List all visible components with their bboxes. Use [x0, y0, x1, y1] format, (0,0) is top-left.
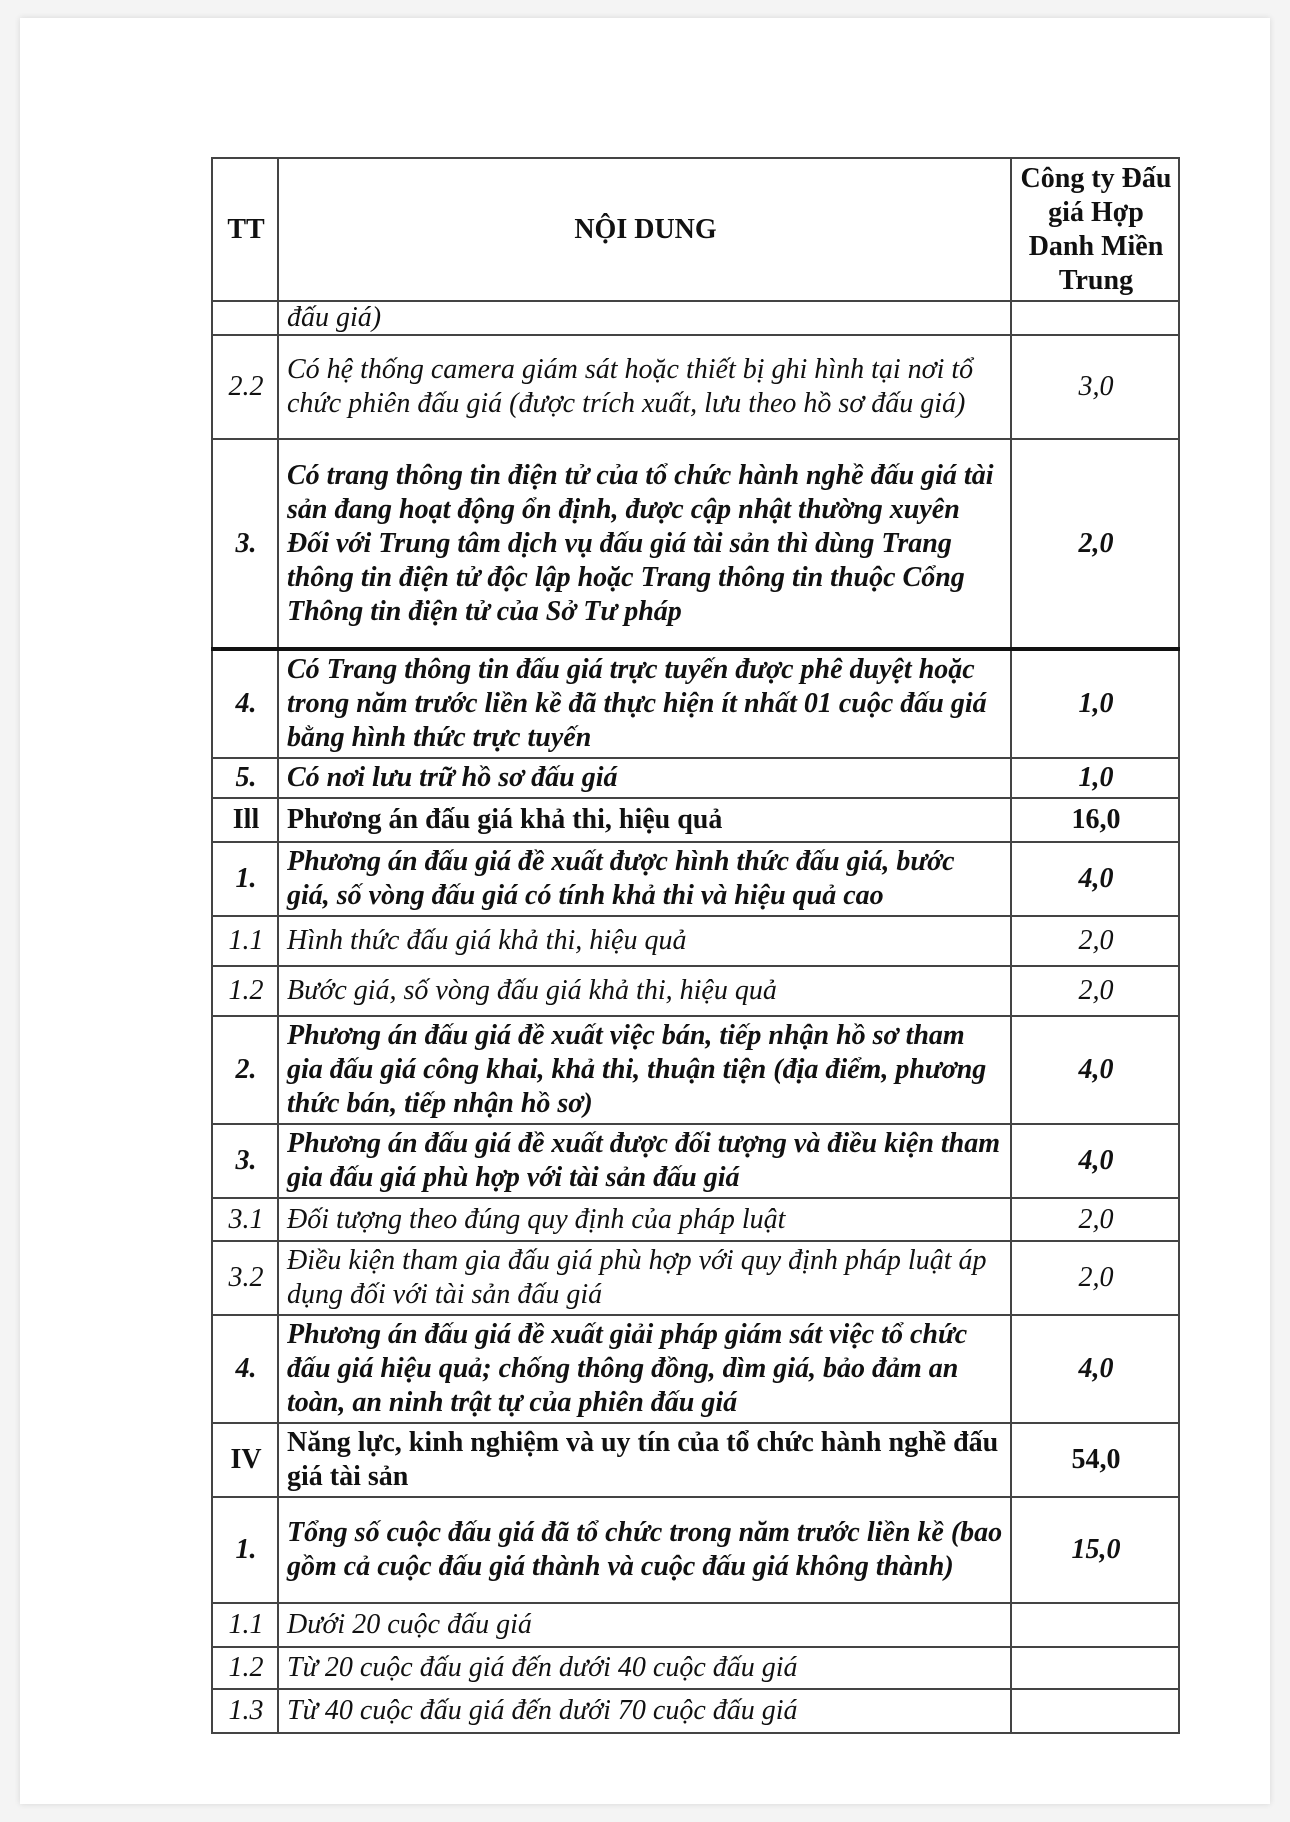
row-tt: 2.: [212, 1016, 278, 1124]
row-content: Điều kiện tham gia đấu giá phù hợp với quy định pháp luật áp dụng đối với tài sản đấu giá: [278, 1241, 1011, 1315]
row-tt: 1.1: [212, 1603, 278, 1647]
table-row: [212, 966, 1179, 1016]
row-tt: 3.: [212, 439, 278, 649]
row-tt: 1.2: [212, 1647, 278, 1689]
row-content: Năng lực, kinh nghiệm và uy tín của tổ chức hành nghề đấu giá tài sản: [278, 1423, 1011, 1497]
row-content: Hình thức đấu giá khả thi, hiệu quả: [278, 916, 1011, 966]
row-score: 16,0: [1011, 798, 1179, 842]
table-row: [212, 1198, 1179, 1241]
row-tt: 1.1: [212, 916, 278, 966]
row-tt: 3.2: [212, 1241, 278, 1315]
document-page: [20, 18, 1270, 1804]
row-tt: 3.1: [212, 1198, 278, 1241]
row-content: Phương án đấu giá khả thi, hiệu quả: [278, 798, 1011, 842]
row-content: Có nơi lưu trữ hồ sơ đấu giá: [278, 758, 1011, 798]
row-tt: 1.3: [212, 1689, 278, 1733]
row-content-main: Có trang thông tin điện tử của tổ chức hành nghề đấu giá tài sản đang hoạt động ổn định, được cập nhật thường xuyên: [287, 459, 994, 525]
row-score: [1011, 1689, 1179, 1733]
row-content: Phương án đấu giá đề xuất giải pháp giám sát việc tổ chức đấu giá hiệu quả; chống thông đồng, dìm giá, bảo đảm an toàn, an ninh trật tự của phiên đấu giá: [278, 1315, 1011, 1423]
table-row: [212, 1603, 1179, 1647]
table-row: [212, 842, 1179, 916]
row-tt: 1.2: [212, 966, 278, 1016]
row-content: Dưới 20 cuộc đấu giá: [278, 1603, 1011, 1647]
row-tt: 4.: [212, 649, 278, 758]
table-row: [212, 335, 1179, 439]
row-score: 1,0: [1011, 649, 1179, 758]
row-tt: 2.2: [212, 335, 278, 439]
row-tt: 4.: [212, 1315, 278, 1423]
table-row: [212, 1016, 1179, 1124]
row-content: Phương án đấu giá đề xuất được đối tượng và điều kiện tham gia đấu giá phù hợp với tài sản đấu giá: [278, 1124, 1011, 1198]
row-content-note: Đối với Trung tâm dịch vụ đấu giá tài sản thì dùng Trang thông tin điện tử độc lập hoặc Trang thông tin thuộc Cổng Thông tin điện tử của Sở Tư pháp: [287, 527, 965, 627]
row-score: 1,0: [1011, 758, 1179, 798]
row-content: Có hệ thống camera giám sát hoặc thiết bị ghi hình tại nơi tổ chức phiên đấu giá (được trích xuất, lưu theo hồ sơ đấu giá): [278, 335, 1011, 439]
row-tt: [212, 301, 278, 335]
row-score: 4,0: [1011, 1315, 1179, 1423]
table-row: [212, 1124, 1179, 1198]
row-content: Phương án đấu giá đề xuất được hình thức đấu giá, bước giá, số vòng đấu giá có tính khả thi và hiệu quả cao: [278, 842, 1011, 916]
table-row: [212, 1689, 1179, 1733]
row-score: 3,0: [1011, 335, 1179, 439]
row-content: Tổng số cuộc đấu giá đã tổ chức trong năm trước liền kề (bao gồm cả cuộc đấu giá thành và cuộc đấu giá không thành): [278, 1497, 1011, 1603]
row-tt: 3.: [212, 1124, 278, 1198]
row-content: Từ 20 cuộc đấu giá đến dưới 40 cuộc đấu giá: [278, 1647, 1011, 1689]
row-score: 4,0: [1011, 842, 1179, 916]
table-row: [212, 301, 1179, 335]
table-header-row: [212, 158, 1179, 301]
table-row: [212, 1423, 1179, 1497]
row-content: [278, 439, 1011, 649]
table-row: [212, 1497, 1179, 1603]
row-content: Bước giá, số vòng đấu giá khả thi, hiệu quả: [278, 966, 1011, 1016]
row-score: 15,0: [1011, 1497, 1179, 1603]
row-content: Có Trang thông tin đấu giá trực tuyến được phê duyệt hoặc trong năm trước liền kề đã thực hiện ít nhất 01 cuộc đấu giá bằng hình thức trực tuyến: [278, 649, 1011, 758]
row-content: Phương án đấu giá đề xuất việc bán, tiếp nhận hồ sơ tham gia đấu giá công khai, khả thi, thuận tiện (địa điểm, phương thức bán, tiếp nhận hồ sơ): [278, 1016, 1011, 1124]
row-tt: Ill: [212, 798, 278, 842]
table-row: [212, 916, 1179, 966]
table-row: [212, 439, 1179, 649]
row-tt: 1.: [212, 842, 278, 916]
row-content: Đối tượng theo đúng quy định của pháp luật: [278, 1198, 1011, 1241]
row-score: 4,0: [1011, 1016, 1179, 1124]
row-content: đấu giá): [278, 301, 1011, 335]
row-content: Từ 40 cuộc đấu giá đến dưới 70 cuộc đấu giá: [278, 1689, 1011, 1733]
table-row: [212, 758, 1179, 798]
row-score: 2,0: [1011, 916, 1179, 966]
table-row: [212, 1315, 1179, 1423]
header-score-column: Công ty Đấu giá Hợp Danh Miền Trung: [1011, 158, 1179, 301]
scoring-table: [211, 157, 1180, 1734]
header-content: NỘI DUNG: [278, 158, 1011, 301]
row-score: [1011, 301, 1179, 335]
row-score: 2,0: [1011, 1198, 1179, 1241]
header-tt: TT: [212, 158, 278, 301]
row-tt: 1.: [212, 1497, 278, 1603]
row-score: [1011, 1603, 1179, 1647]
row-tt: IV: [212, 1423, 278, 1497]
table-row: [212, 1647, 1179, 1689]
row-score: 2,0: [1011, 1241, 1179, 1315]
table-row: [212, 798, 1179, 842]
table-row: [212, 1241, 1179, 1315]
row-tt: 5.: [212, 758, 278, 798]
row-score: 4,0: [1011, 1124, 1179, 1198]
row-score: 54,0: [1011, 1423, 1179, 1497]
row-score: 2,0: [1011, 439, 1179, 649]
row-score: 2,0: [1011, 966, 1179, 1016]
table-row: [212, 649, 1179, 758]
row-score: [1011, 1647, 1179, 1689]
